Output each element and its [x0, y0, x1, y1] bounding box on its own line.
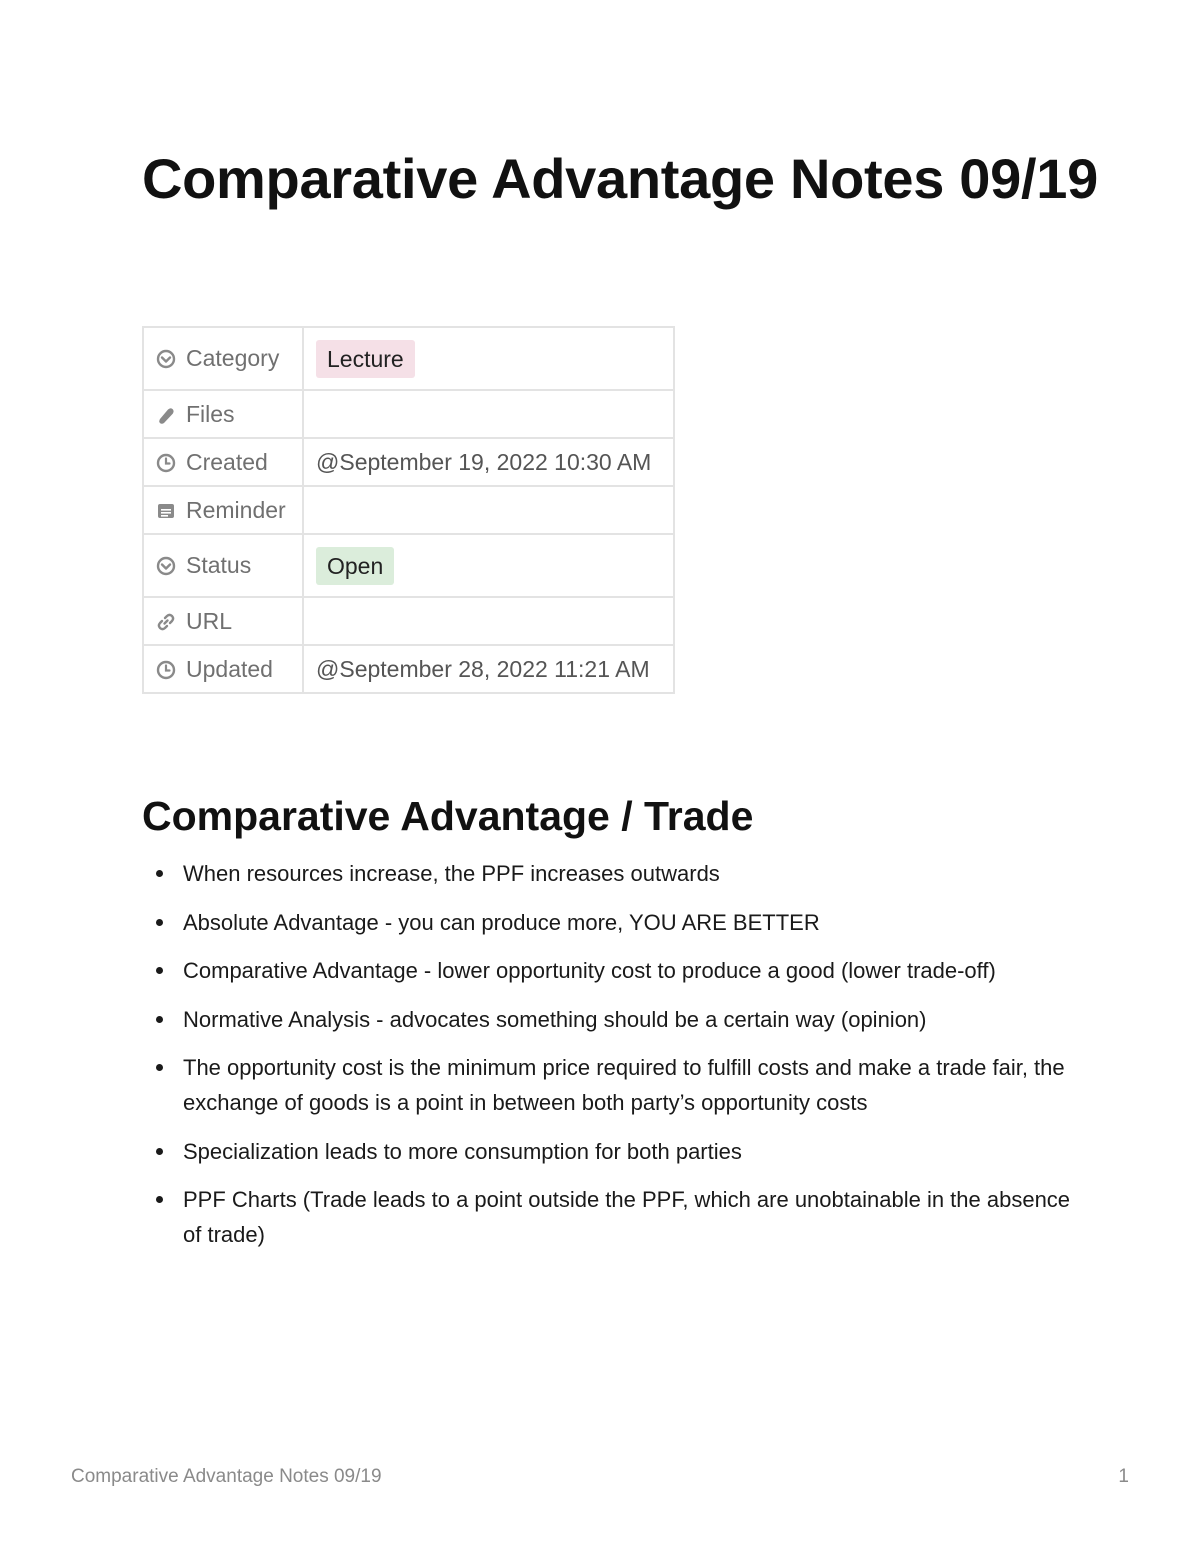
property-row-reminder: [143, 486, 674, 534]
select-icon: [156, 556, 176, 576]
property-row-updated: [143, 645, 674, 693]
property-value[interactable]: [303, 597, 674, 645]
bullet-icon: [156, 1196, 163, 1203]
list-item: [142, 905, 1072, 940]
list-item-text: PPF Charts (Trade leads to a point outside the PPF, which are unobtainable in the absence of trade): [183, 1187, 1071, 1247]
page-number: 1: [1118, 1466, 1129, 1487]
property-label: Status: [186, 552, 252, 578]
list-item-text: Comparative Advantage - lower opportunity cost to produce a good (lower trade-off): [183, 958, 996, 983]
property-value[interactable]: [303, 534, 674, 597]
property-row-category: [143, 327, 674, 390]
property-label: Created: [186, 448, 268, 475]
category-tag[interactable]: Lecture: [316, 340, 415, 378]
property-key: [143, 534, 303, 597]
footer-title: Comparative Advantage Notes 09/19: [71, 1466, 382, 1487]
bullet-icon: [156, 967, 163, 974]
bullet-icon: [156, 1064, 163, 1071]
calendar-icon: [156, 501, 176, 521]
updated-date: @September 28, 2022 11:21 AM: [316, 655, 650, 682]
list-item-text: Absolute Advantage - you can produce more, YOU ARE BETTER: [183, 909, 820, 935]
property-row-url: [143, 597, 674, 645]
property-value[interactable]: [303, 486, 674, 534]
list-item-text: Specialization leads to more consumption for both parties: [183, 1138, 742, 1164]
property-value[interactable]: [303, 327, 674, 390]
property-key: [143, 645, 303, 693]
property-label: Category: [186, 345, 280, 371]
property-value[interactable]: [303, 390, 674, 438]
bullet-icon: [156, 1016, 163, 1023]
property-key: [143, 486, 303, 534]
property-label: URL: [186, 607, 233, 634]
property-key: [143, 390, 303, 438]
section-heading: Comparative Advantage / Trade: [142, 793, 754, 839]
list-item: [142, 1182, 1072, 1252]
link-icon: [156, 612, 176, 632]
status-tag[interactable]: Open: [316, 547, 394, 585]
bullet-icon: [156, 870, 163, 877]
list-item: [142, 1134, 1072, 1169]
property-row-created: [143, 438, 674, 486]
property-label: Updated: [186, 655, 273, 682]
clock-icon: [156, 453, 176, 473]
property-key: [143, 597, 303, 645]
list-item-text: When resources increase, the PPF increases outwards: [183, 861, 720, 886]
bullet-icon: [156, 919, 163, 926]
property-key: [143, 327, 303, 390]
property-key: [143, 438, 303, 486]
page-title: Comparative Advantage Notes 09/19: [142, 147, 1098, 210]
bullet-icon: [156, 1148, 163, 1155]
property-value[interactable]: [303, 645, 674, 693]
properties-table: [142, 326, 675, 694]
property-value[interactable]: [303, 438, 674, 486]
list-item-text: Normative Analysis - advocates something should be a certain way (opinion): [183, 1006, 927, 1032]
property-label: Files: [186, 400, 235, 427]
attachment-icon: [156, 405, 176, 425]
created-date: @September 19, 2022 10:30 AM: [316, 448, 652, 475]
clock-icon: [156, 660, 176, 680]
list-item: [142, 953, 1072, 988]
bullet-list: [142, 856, 1072, 1266]
select-icon: [156, 349, 176, 369]
list-item: [142, 856, 1072, 891]
list-item: [142, 1002, 1072, 1037]
property-label: Reminder: [186, 496, 286, 523]
property-row-files: [143, 390, 674, 438]
property-row-status: [143, 534, 674, 597]
list-item: [142, 1050, 1072, 1120]
list-item-text: The opportunity cost is the minimum price required to fulfill costs and make a trade fair, the exchange of goods is a point in between both party’s opportunity costs: [183, 1055, 1065, 1115]
